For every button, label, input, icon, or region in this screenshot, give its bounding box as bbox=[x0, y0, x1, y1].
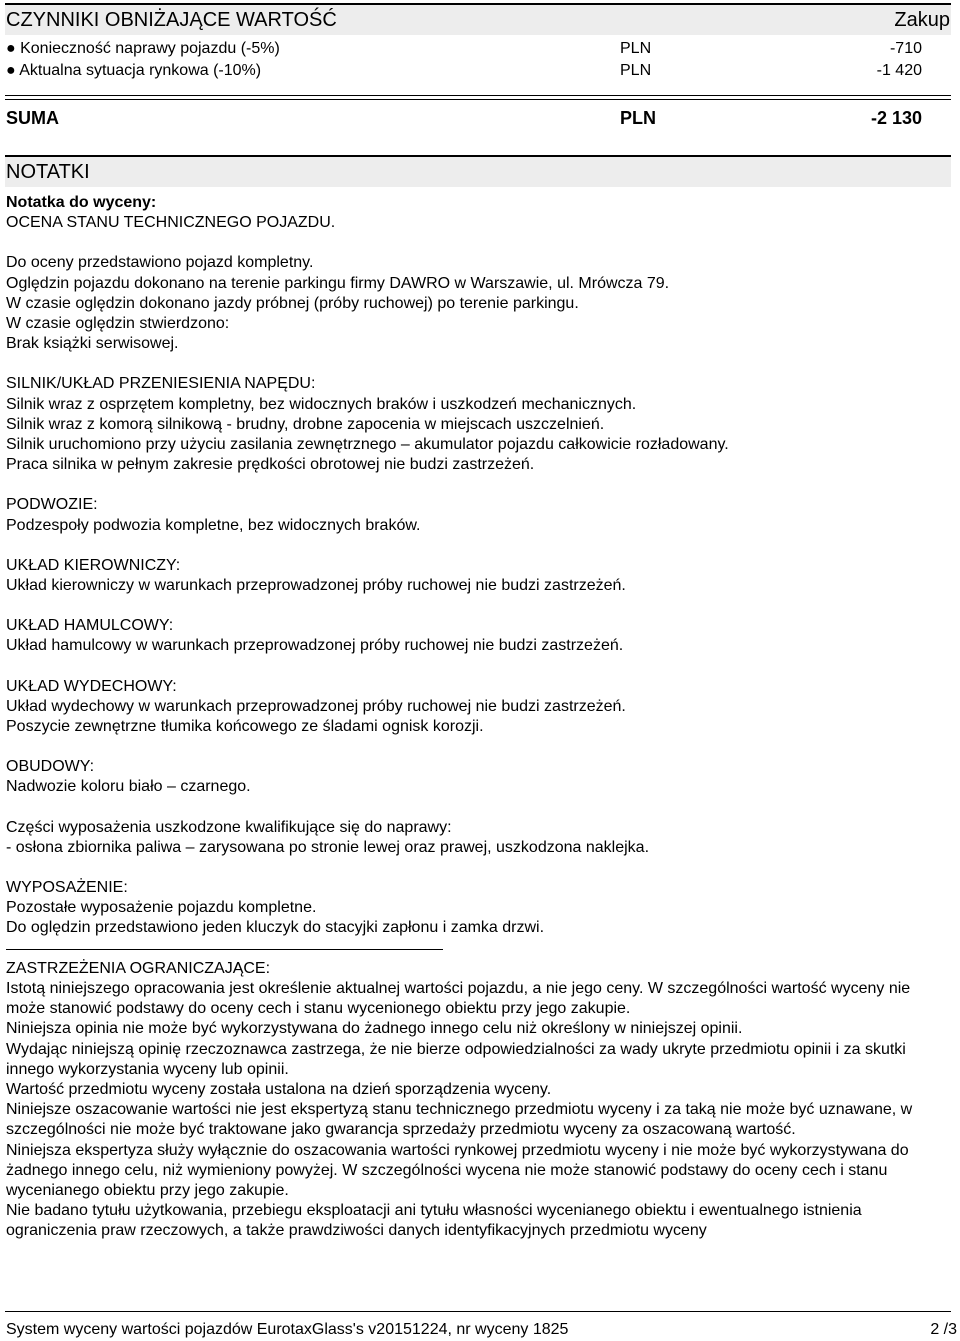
footer-divider bbox=[5, 1311, 951, 1312]
short-divider bbox=[6, 949, 443, 950]
note-line: W czasie oględzin dokonano jazdy próbnej (próby ruchowej) po terenie parkingu. bbox=[6, 294, 579, 312]
footer-system-info: System wyceny wartości pojazdów EurotaxGlass's v20151224, nr wyceny 1825 bbox=[6, 1321, 569, 1338]
factor-label: ● Aktualna sytuacja rynkowa (-10%) bbox=[6, 62, 262, 79]
factor-currency: PLN bbox=[620, 62, 652, 79]
note-line: Układ hamulcowy w warunkach przeprowadzonej próby ruchowej nie budzi zastrzeżeń. bbox=[6, 637, 624, 655]
section-heading: PODWOZIE: bbox=[6, 496, 98, 514]
note-line: Nadwozie koloru biało – czarnego. bbox=[6, 778, 251, 796]
note-line: Do oględzin przedstawiono jeden kluczyk do stacyjki zapłonu i zamka drzwi. bbox=[6, 919, 545, 937]
factor-value: -710 bbox=[889, 40, 922, 57]
factor-value: -1 420 bbox=[876, 62, 922, 79]
section-heading: UKŁAD KIEROWNICZY: bbox=[6, 556, 181, 574]
note-line: Poszycie zewnętrzne tłumika końcowego ze śladami ognisk korozji. bbox=[6, 718, 484, 736]
note-line: Silnik wraz z osprzętem kompletny, bez widocznych braków i uszkodzeń mechanicznych. bbox=[6, 395, 637, 413]
notes-title: NOTATKI bbox=[6, 161, 90, 183]
notes-header bbox=[5, 155, 951, 187]
note-line: - osłona zbiornika paliwa – zarysowana po stronie lewej oraz prawej, uszkodzona naklejka. bbox=[6, 838, 650, 856]
note-line: OCENA STANU TECHNICZNEGO POJAZDU. bbox=[6, 214, 336, 232]
sum-value: -2 130 bbox=[870, 108, 922, 128]
reservation-paragraph: Niniejsza opinia nie może być wykorzystywana do żadnego innego celu niż określony w niniejszej opinii. bbox=[6, 1020, 743, 1038]
factors-column-label: Zakup bbox=[894, 9, 950, 31]
note-line: Układ wydechowy w warunkach przeprowadzonej próby ruchowej nie budzi zastrzeżeń. bbox=[6, 697, 626, 715]
section-heading: SILNIK/UKŁAD PRZENIESIENIA NAPĘDU: bbox=[6, 375, 316, 393]
footer-page-number: 2 /3 bbox=[930, 1321, 957, 1338]
section-heading: UKŁAD WYDECHOWY: bbox=[6, 677, 177, 695]
section-heading: Części wyposażenia uszkodzone kwalifikujące się do naprawy: bbox=[6, 818, 452, 836]
sum-label: SUMA bbox=[6, 108, 59, 128]
reservations-heading: ZASTRZEŻENIA OGRANICZAJĄCE: bbox=[6, 959, 271, 977]
reservation-paragraph: Wartość przedmiotu wyceny została ustalona na dzień sporządzenia wyceny. bbox=[6, 1080, 552, 1098]
factors-title: CZYNNIKI OBNIŻAJĄCE WARTOŚĆ bbox=[6, 9, 337, 31]
reservation-paragraph: Wydając niniejszą opinię rzeczoznawca zastrzega, że nie bierze odpowiedzialności za wady ukryte przedmiotu opinii i za skutki innego wykorzystania wyceny lub opinii. bbox=[6, 1040, 906, 1078]
note-line: Pozostałe wyposażenie pojazdu kompletne. bbox=[6, 899, 317, 917]
sum-currency: PLN bbox=[620, 108, 656, 128]
section-heading: UKŁAD HAMULCOWY: bbox=[6, 617, 174, 635]
note-line: Układ kierowniczy w warunkach przeprowadzonej próby ruchowej nie budzi zastrzeżeń. bbox=[6, 577, 626, 595]
note-line: Brak książki serwisowej. bbox=[6, 335, 179, 353]
factor-label: ● Konieczność naprawy pojazdu (-5%) bbox=[6, 40, 280, 57]
reservation-paragraph: Istotą niniejszego opracowania jest określenie aktualnej wartości pojazdu, a nie jego ceny. W szczególności wartość wyceny nie może stanowić podstawy do oceny cech i stanu wycenionego obiektu przy jego zakupie. bbox=[6, 979, 911, 1018]
note-line: Praca silnika w pełnym zakresie prędkości obrotowej nie budzi zastrzeżeń. bbox=[6, 456, 535, 474]
section-heading: OBUDOWY: bbox=[6, 758, 95, 776]
reservation-paragraph: Niniejsze oszacowanie wartości nie jest ekspertyzą stanu technicznego przedmiotu wyceny i za taką nie może być uznawane, w szczególności nie może być traktowane jako gwarancja sprzedaży przedmiotu wyceny za oszacowaną wartość. bbox=[6, 1101, 913, 1139]
section-heading: WYPOSAŻENIE: bbox=[6, 879, 128, 897]
reservation-paragraph: Niniejsza ekspertyza służy wyłącznie do oszacowania wartości rynkowej przedmiotu wyceny i nie może być wykorzystywana do żadnego innego celu, niż wymieniony powyżej. W szczególności wycena nie może stanowić podstawy do oceny cech i stanu wycenianego obiektu przy jego zakupie. bbox=[6, 1141, 909, 1199]
factor-currency: PLN bbox=[620, 40, 652, 57]
note-line: Silnik wraz z komorą silnikową - brudny, drobne zapocenia w miejscach uszczelnień. bbox=[6, 415, 605, 433]
note-line: W czasie oględzin stwierdzono: bbox=[6, 315, 230, 333]
note-line: Oględzin pojazdu dokonano na terenie parkingu firmy DAWRO w Warszawie, ul. Mrówcza 79. bbox=[6, 274, 670, 292]
note-line: Do oceny przedstawiono pojazd kompletny. bbox=[6, 254, 314, 272]
factors-header bbox=[5, 3, 951, 35]
reservation-paragraph: Nie badano tytułu użytkowania, przebiegu eksploatacji ani tytułu własności wycenianego obiektu i ewentualnego istnienia ograniczenia praw rzeczowych, a także prawdziwości danych identyfikacyjnych przedmiotu wyceny bbox=[6, 1202, 862, 1240]
notes-heading: Notatka do wyceny: bbox=[6, 194, 157, 211]
sum-divider bbox=[5, 95, 951, 100]
notes-body bbox=[6, 193, 942, 1242]
note-line: Podzespoły podwozia kompletne, bez widocznych braków. bbox=[6, 516, 421, 534]
note-line: Silnik uruchomiono przy użyciu zasilania zewnętrznego – akumulator pojazdu całkowicie rozładowany. bbox=[6, 436, 729, 454]
